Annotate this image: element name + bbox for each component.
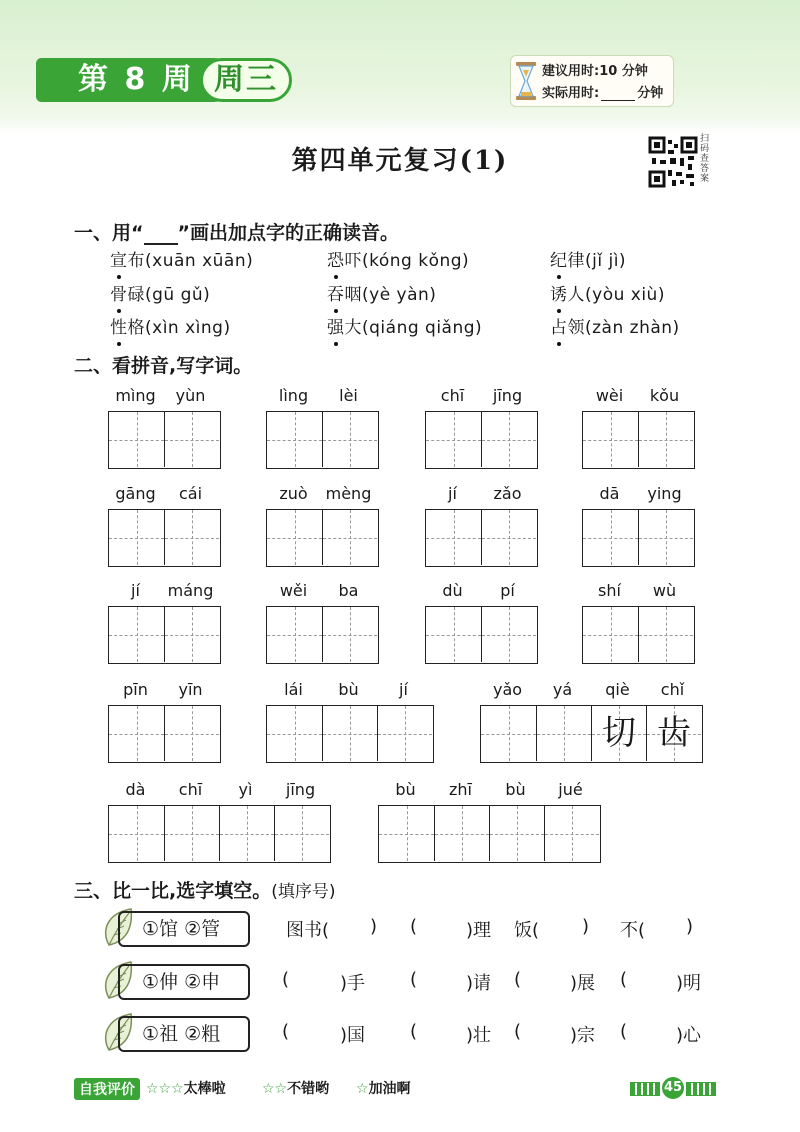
plain-char: 人	[567, 285, 585, 305]
pinyin-label: jí	[448, 484, 457, 503]
emphasis-dot	[117, 275, 121, 279]
self-eval-option-3[interactable]	[356, 1078, 411, 1098]
fill-blank[interactable]: 饭(	[514, 920, 540, 941]
given-char: 切	[602, 713, 636, 753]
writing-cell[interactable]	[267, 510, 322, 565]
pinyin-label: zuò	[279, 484, 308, 503]
fill-blank[interactable]: (	[620, 969, 628, 990]
self-eval-option-1[interactable]	[146, 1078, 226, 1098]
pinyin-options[interactable]: (zàn zhàn)	[585, 318, 680, 338]
pinyin-label: gāng	[115, 484, 156, 503]
writing-cell[interactable]	[489, 806, 544, 861]
writing-grid[interactable]	[266, 509, 379, 567]
emphasis-dot	[117, 342, 121, 346]
plain-char: 格	[127, 318, 145, 338]
writing-grid[interactable]	[425, 606, 538, 664]
pinyin-options[interactable]: (yè yàn)	[362, 285, 437, 305]
writing-cell[interactable]	[481, 706, 536, 761]
emphasis-dot	[334, 342, 338, 346]
writing-cell[interactable]	[379, 806, 434, 861]
writing-cell[interactable]	[638, 412, 693, 467]
given-char: 齿	[657, 713, 691, 753]
writing-cell[interactable]	[481, 510, 536, 565]
actual-time-prefix: 实际用时:	[542, 86, 600, 101]
underline-sample	[144, 227, 178, 245]
plain-char: 碌	[127, 285, 145, 305]
fill-blank[interactable]: (	[514, 969, 522, 990]
fill-blank[interactable]: )	[582, 916, 590, 937]
pinyin-label: dà	[125, 780, 146, 799]
actual-time-blank[interactable]	[601, 88, 635, 101]
fill-blank[interactable]: (	[410, 916, 418, 937]
emphasis-dot	[557, 342, 561, 346]
writing-cell[interactable]	[267, 706, 322, 761]
pinyin-choice-item[interactable]	[110, 246, 253, 271]
pinyin-label: jí	[131, 581, 140, 600]
pinyin-choice-item[interactable]	[550, 246, 626, 271]
dotted-char: 强	[327, 318, 345, 338]
fill-blank[interactable]: )手	[340, 973, 366, 994]
writing-cell[interactable]	[322, 510, 377, 565]
pinyin-options[interactable]: (jǐ jì)	[585, 251, 627, 271]
fill-blank[interactable]: )明	[676, 973, 702, 994]
pinyin-label: bù	[338, 680, 359, 699]
qr-label: 扫码查答案	[700, 134, 710, 184]
fill-blank[interactable]: )	[370, 916, 378, 937]
writing-cell[interactable]	[109, 806, 164, 861]
hourglass-icon	[515, 62, 537, 100]
pinyin-label: zhī	[449, 780, 472, 799]
writing-grid[interactable]	[108, 805, 331, 863]
plain-char: 律	[567, 251, 585, 271]
pinyin-options[interactable]: (gū gǔ)	[145, 285, 211, 305]
pinyin-label: dā	[599, 484, 620, 503]
pinyin-label: máng	[167, 581, 214, 600]
fill-blank[interactable]: )展	[570, 973, 596, 994]
writing-grid[interactable]	[266, 606, 379, 664]
pinyin-choice-item[interactable]	[327, 313, 482, 338]
writing-grid[interactable]	[480, 705, 703, 763]
char-options-box: ①祖 ②粗	[118, 1016, 250, 1052]
pinyin-label: wěi	[279, 581, 308, 600]
writing-cell[interactable]	[164, 412, 219, 467]
section2-heading: 二、看拼音,写字词。	[74, 355, 253, 377]
writing-cell[interactable]	[536, 706, 591, 761]
fill-blank[interactable]: )宗	[570, 1025, 596, 1046]
writing-cell[interactable]	[267, 412, 322, 467]
fill-blank[interactable]: (	[410, 1021, 418, 1042]
emphasis-dot	[334, 275, 338, 279]
fill-blank[interactable]: )	[686, 916, 694, 937]
self-eval-option-2[interactable]	[262, 1078, 329, 1098]
fill-blank[interactable]: )壮	[466, 1025, 492, 1046]
writing-cell[interactable]	[544, 806, 599, 861]
char-options-box: ①馆 ②管	[118, 911, 250, 947]
pinyin-label: mìng	[115, 386, 156, 405]
pinyin-label: lèi	[339, 386, 358, 405]
plain-char: 布	[127, 251, 145, 271]
dotted-char: 纪	[550, 251, 568, 271]
pinyin-choice-item[interactable]	[550, 280, 665, 305]
pinyin-options[interactable]: (xuān xūān)	[145, 251, 254, 271]
pinyin-label: ba	[338, 581, 359, 600]
pinyin-label: yīn	[178, 680, 203, 699]
dotted-char: 性	[110, 318, 128, 338]
pinyin-choice-item[interactable]	[327, 280, 436, 305]
pinyin-label: pīn	[123, 680, 148, 699]
pinyin-label: jīng	[492, 386, 523, 405]
pinyin-label: qiè	[605, 680, 630, 699]
pinyin-options[interactable]: (kóng kǒng)	[362, 251, 470, 271]
pinyin-label: bù	[395, 780, 416, 799]
fill-blank[interactable]: )理	[466, 920, 492, 941]
eval3-label: 加油啊	[368, 1081, 411, 1097]
week-label: 第 8 周	[36, 58, 236, 102]
fill-blank[interactable]: 不(	[620, 920, 646, 941]
writing-grid[interactable]	[425, 509, 538, 567]
star-icon: ☆	[356, 1081, 369, 1097]
fill-blank[interactable]: )国	[340, 1025, 366, 1046]
writing-cell[interactable]	[164, 806, 219, 861]
writing-grid[interactable]	[266, 411, 379, 469]
pinyin-choice-item[interactable]	[110, 280, 210, 305]
pinyin-label: shí	[598, 581, 621, 600]
pinyin-label: zǎo	[493, 484, 522, 503]
fill-blank[interactable]: )请	[466, 973, 492, 994]
writing-grid[interactable]	[378, 805, 601, 863]
pinyin-label: yá	[552, 680, 573, 699]
writing-cell[interactable]	[164, 706, 219, 761]
char-options-box: ①伸 ②申	[118, 964, 250, 1000]
fill-blank[interactable]: (	[410, 969, 418, 990]
fill-blank[interactable]: )心	[676, 1025, 702, 1046]
section3-heading-note: (填序号)	[271, 882, 336, 902]
dotted-char: 诱	[550, 285, 568, 305]
header-band-fade	[0, 120, 800, 134]
pinyin-label: jí	[399, 680, 408, 699]
actual-time-suffix: 分钟	[637, 86, 664, 101]
star-icon: ☆☆☆	[146, 1081, 184, 1097]
eval1-label: 太棒啦	[183, 1081, 226, 1097]
writing-cell[interactable]	[322, 607, 377, 662]
writing-grid[interactable]	[108, 705, 221, 763]
page-number: 45	[662, 1077, 684, 1099]
writing-cell[interactable]	[638, 607, 693, 662]
plain-char: 大	[344, 318, 362, 338]
pinyin-label: lái	[284, 680, 303, 699]
pinyin-label: yì	[238, 780, 253, 799]
pinyin-label: wù	[652, 581, 677, 600]
star-icon: ☆☆	[262, 1081, 288, 1097]
pinyin-label: cái	[178, 484, 203, 503]
pinyin-label: dù	[442, 581, 463, 600]
writing-cell[interactable]	[109, 607, 164, 662]
writing-cell[interactable]	[583, 510, 638, 565]
fill-blank[interactable]: (	[282, 969, 290, 990]
writing-cell[interactable]	[267, 607, 322, 662]
writing-cell[interactable]	[426, 510, 481, 565]
eval2-label: 不错哟	[287, 1081, 330, 1097]
writing-cell[interactable]	[322, 412, 377, 467]
section1-heading-prefix: 一、用“	[74, 222, 144, 244]
writing-cell[interactable]	[638, 510, 693, 565]
pinyin-label: lìng	[278, 386, 309, 405]
qr-code-icon[interactable]	[648, 136, 698, 188]
pinyin-label: jīng	[285, 780, 316, 799]
pinyin-label: kǒu	[649, 386, 680, 405]
pinyin-label: bù	[505, 780, 526, 799]
writing-cell[interactable]	[109, 412, 164, 467]
pinyin-label: wèi	[595, 386, 624, 405]
writing-grid[interactable]	[425, 411, 538, 469]
plain-char: 咽	[344, 285, 362, 305]
section1-heading	[74, 218, 399, 245]
fill-blank[interactable]: (	[514, 1021, 522, 1042]
dotted-char: 吞	[327, 285, 345, 305]
pinyin-options[interactable]: (yòu xiù)	[585, 285, 665, 305]
writing-cell[interactable]	[274, 806, 329, 861]
writing-cell[interactable]	[109, 706, 164, 761]
writing-cell[interactable]	[434, 806, 489, 861]
writing-cell[interactable]	[426, 607, 481, 662]
pinyin-label: pí	[500, 581, 515, 600]
writing-cell[interactable]	[481, 412, 536, 467]
section3-heading-main: 三、比一比,选字填空。	[74, 880, 272, 902]
section3-heading	[74, 876, 335, 903]
pinyin-label: chī	[178, 780, 203, 799]
pinyin-label: chǐ	[660, 680, 685, 699]
pinyin-label: ying	[647, 484, 682, 503]
writing-cell[interactable]	[583, 412, 638, 467]
dotted-char: 占	[550, 318, 568, 338]
pinyin-label: chī	[440, 386, 465, 405]
day-label: 周三	[200, 58, 292, 102]
page-deco-left	[630, 1082, 660, 1096]
section1-heading-suffix: ”画出加点字的正确读音。	[177, 222, 399, 244]
fill-blank[interactable]: (	[282, 1021, 290, 1042]
writing-cell[interactable]	[583, 607, 638, 662]
writing-cell[interactable]	[219, 806, 274, 861]
self-eval-tag: 自我评价	[74, 1078, 140, 1100]
pinyin-choice-item[interactable]	[110, 313, 231, 338]
writing-cell[interactable]	[591, 706, 646, 761]
writing-grid[interactable]	[266, 705, 434, 763]
pinyin-choice-item[interactable]	[550, 313, 680, 338]
writing-grid[interactable]	[582, 606, 695, 664]
page-title: 第四单元复习(1)	[291, 146, 509, 176]
writing-cell[interactable]	[481, 607, 536, 662]
emphasis-dot	[557, 275, 561, 279]
writing-cell[interactable]	[109, 510, 164, 565]
writing-grid[interactable]	[108, 606, 221, 664]
pinyin-options[interactable]: (qiáng qiǎng)	[362, 318, 483, 338]
dotted-char: 骨	[110, 285, 128, 305]
writing-cell[interactable]	[377, 706, 432, 761]
writing-cell[interactable]	[646, 706, 701, 761]
writing-cell[interactable]	[426, 412, 481, 467]
pinyin-label: jué	[558, 780, 583, 799]
pinyin-options[interactable]: (xìn xìng)	[145, 318, 231, 338]
writing-grid[interactable]	[108, 411, 221, 469]
pinyin-label: mèng	[325, 484, 372, 503]
writing-cell[interactable]	[164, 607, 219, 662]
pinyin-label: yùn	[175, 386, 206, 405]
pinyin-label: yǎo	[492, 680, 523, 699]
pinyin-choice-item[interactable]	[327, 246, 469, 271]
fill-blank[interactable]: (	[620, 1021, 628, 1042]
writing-grid[interactable]	[582, 509, 695, 567]
fill-blank[interactable]: 图书(	[286, 920, 330, 941]
dotted-char: 恐	[327, 251, 345, 271]
writing-cell[interactable]	[322, 706, 377, 761]
dotted-char: 宣	[110, 251, 128, 271]
page-deco-right	[686, 1082, 716, 1096]
actual-time	[542, 82, 663, 101]
suggested-time: 建议用时:10 分钟	[542, 64, 648, 79]
plain-char: 领	[567, 318, 585, 338]
writing-grid[interactable]	[108, 509, 221, 567]
writing-grid[interactable]	[582, 411, 695, 469]
plain-char: 吓	[344, 251, 362, 271]
writing-cell[interactable]	[164, 510, 219, 565]
